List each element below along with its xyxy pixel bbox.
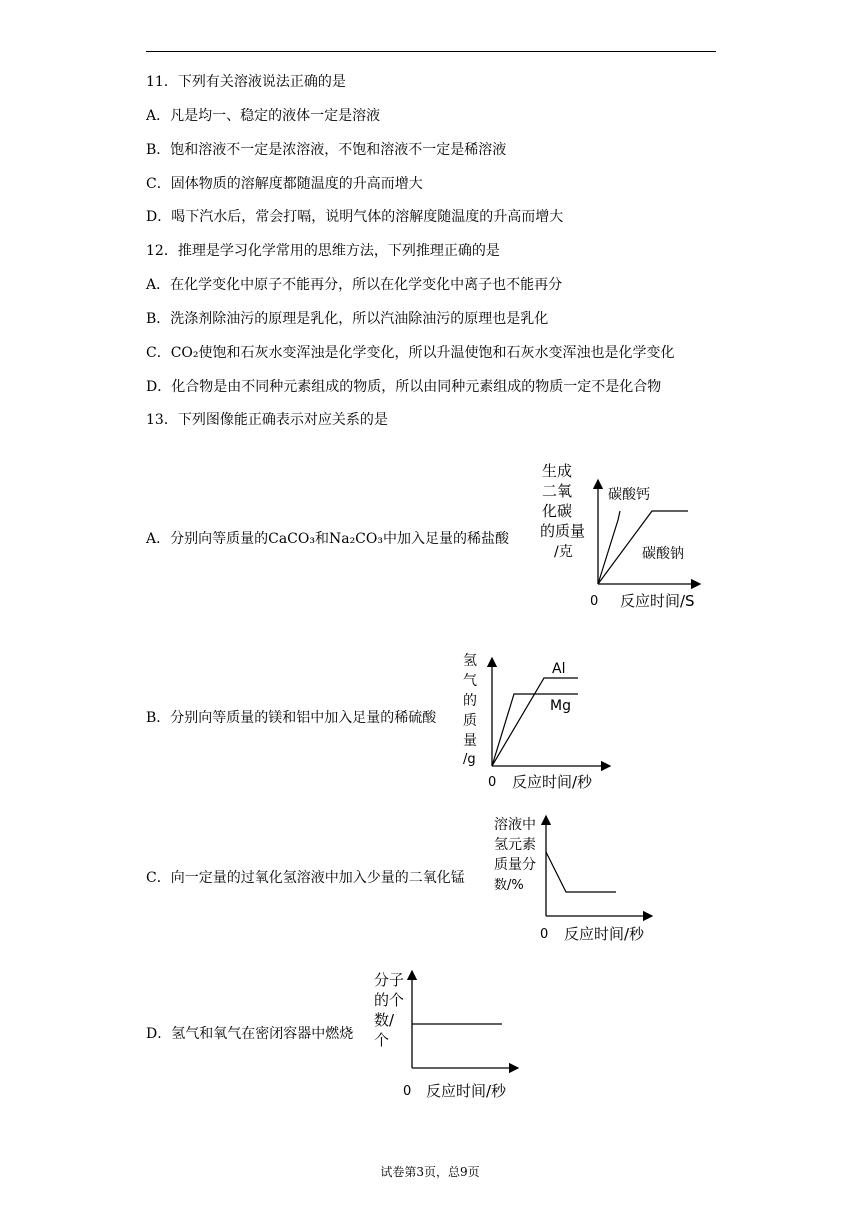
graph-b-ylabel-5: 量 (463, 733, 477, 749)
q11-stem: 11．下列有关溶液说法正确的是 (146, 74, 346, 90)
graph-d-xlabel: 反应时间/秒 (426, 1082, 507, 1100)
q11-option-c: C．固体物质的溶解度都随温度的升高而增大 (146, 176, 423, 192)
graph-b-legend-al: Al (552, 661, 566, 677)
graph-a-ylabel-1: 生成 (542, 462, 573, 480)
graph-b (460, 650, 630, 795)
graph-b-ylabel-6: /g (463, 752, 476, 767)
q13-option-d-label: D．氢气和氧气在密闭容器中燃烧 (146, 1026, 354, 1042)
q12-stem: 12．推理是学习化学常用的思维方法，下列推理正确的是 (146, 243, 500, 259)
graph-a-ylabel-5: /克 (554, 544, 573, 560)
q13-stem: 13．下列图像能正确表示对应关系的是 (146, 412, 388, 428)
graph-d-ylabel-2: 的个 (374, 991, 405, 1009)
graph-c-ylabel-3: 质量分 (494, 857, 536, 873)
graph-b-ylabel-1: 氢 (463, 653, 477, 669)
graph-a (540, 458, 710, 613)
graph-a-ylabel-3: 化碳 (542, 502, 573, 520)
graph-a-legend-caco3: 碳酸钙 (608, 487, 650, 503)
graph-c-ylabel-1: 溶液中 (494, 817, 536, 833)
graph-b-legend-mg: Mg (550, 698, 571, 714)
q12-option-a: A．在化学变化中原子不能再分，所以在化学变化中离子也不能再分 (146, 277, 563, 293)
q11-option-d: D．喝下汽水后，常会打嗝，说明气体的溶解度随温度的升高而增大 (146, 209, 564, 225)
graph-a-legend-na2co3: 碳酸钠 (642, 546, 684, 562)
q11-option-a: A．凡是均一、稳定的液体一定是溶液 (146, 108, 381, 124)
graph-d-ylabel-4: 个 (374, 1031, 390, 1049)
header-rule (146, 51, 716, 52)
graph-b-origin: 0 (488, 775, 497, 790)
q12-option-c: C．CO₂使饱和石灰水变浑浊是化学变化，所以升温使饱和石灰水变浑浊也是化学变化 (146, 345, 675, 361)
q11-option-b: B．饱和溶液不一定是浓溶液，不饱和溶液不一定是稀溶液 (146, 142, 507, 158)
graph-a-origin: 0 (590, 594, 599, 609)
graph-c (490, 812, 665, 947)
page-footer: 试卷第3页，总9页 (380, 1165, 480, 1179)
q13-option-b-label: B．分别向等质量的镁和铝中加入足量的稀硫酸 (146, 710, 437, 726)
graph-c-ylabel-4: 数/% (494, 878, 524, 893)
graph-d (370, 968, 545, 1103)
graph-c-ylabel-2: 氢元素 (494, 837, 536, 853)
q13-option-a-label: A．分别向等质量的CaCO₃和Na₂CO₃中加入足量的稀盐酸 (146, 531, 509, 547)
q12-option-b: B．洗涤剂除油污的原理是乳化，所以汽油除油污的原理也是乳化 (146, 311, 549, 327)
graph-d-ylabel-3: 数/ (374, 1011, 395, 1029)
graph-c-xlabel: 反应时间/秒 (564, 925, 645, 943)
graph-c-origin: 0 (540, 927, 549, 942)
graph-a-line-caco3 (598, 511, 620, 584)
graph-a-ylabel-2: 二氧 (542, 482, 573, 500)
graph-b-xlabel: 反应时间/秒 (512, 773, 593, 791)
graph-c-line (546, 852, 616, 892)
graph-b-ylabel-3: 的 (463, 693, 477, 709)
q12-option-d: D．化合物是由不同种元素组成的物质，所以由同种元素组成的物质一定不是化合物 (146, 379, 662, 395)
graph-d-origin: 0 (403, 1084, 412, 1099)
q13-option-c-label: C．向一定量的过氧化氢溶液中加入少量的二氧化锰 (146, 870, 465, 886)
graph-d-ylabel-1: 分子 (374, 971, 405, 989)
graph-a-ylabel-4: 的质量 (540, 522, 586, 540)
graph-a-xlabel: 反应时间/S (620, 592, 695, 610)
graph-b-ylabel-4: 质 (463, 713, 477, 729)
graph-b-ylabel-2: 气 (463, 673, 477, 689)
